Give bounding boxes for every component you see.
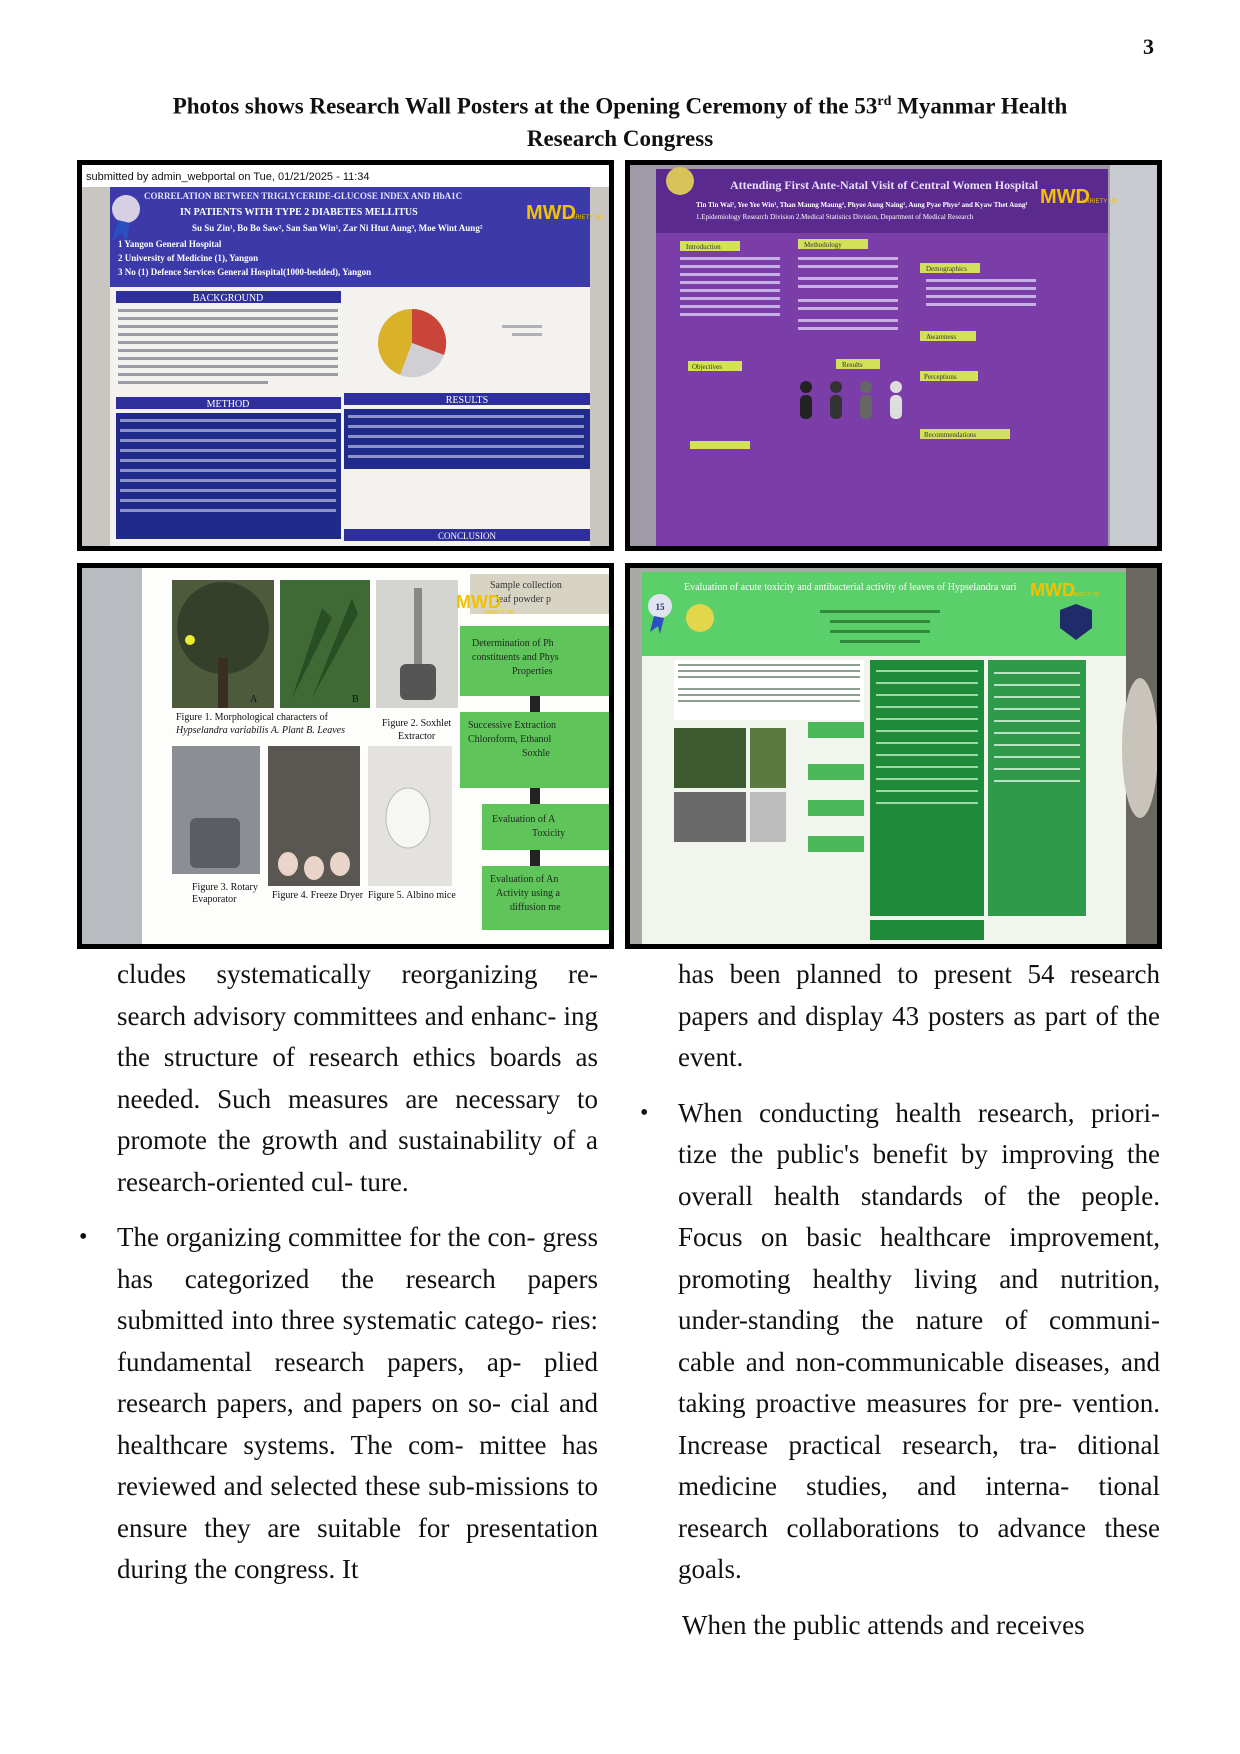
- svg-text:15: 15: [655, 602, 665, 612]
- svg-text:Attending First Ante-Natal Vis: Attending First Ante-Natal Visit of Central Women Hospital: [730, 178, 1039, 192]
- trailing-paragraph: When the public attends and receives: [682, 1609, 1085, 1640]
- right-text-column: [640, 954, 1161, 1646]
- svg-text:Properties: Properties: [512, 666, 553, 677]
- photo-caption: [80, 86, 1160, 155]
- svg-text:Awareness: Awareness: [926, 333, 957, 341]
- svg-text:VARIETY HD: VARIETY HD: [484, 610, 514, 616]
- svg-text:Su Su Zin¹, Bo Bo Saw², San Sa: Su Su Zin¹, Bo Bo Saw², San San Win¹, Zar Ni Htut Aung³, Moe Wint Aung²: [192, 223, 483, 233]
- svg-text:Toxicity: Toxicity: [532, 828, 566, 839]
- svg-text:Figure 5. Albino mice: Figure 5. Albino mice: [368, 890, 456, 901]
- hospital-logo-icon: [666, 167, 694, 195]
- svg-text:A: A: [250, 694, 258, 705]
- results-table: [870, 660, 984, 916]
- svg-text:Recommendations: Recommendations: [924, 431, 977, 439]
- caption-line-2: Research Congress: [526, 125, 714, 151]
- ribbon-badge-icon: [112, 195, 140, 223]
- svg-text:Results: Results: [842, 361, 863, 369]
- svg-text:Perceptions: Perceptions: [924, 373, 957, 381]
- caption-line-1: Photos shows Research Wall Posters at the Opening Ceremony of the 53rd Myanmar Health: [172, 93, 1068, 119]
- watermark-logo: MWD: [1030, 580, 1075, 600]
- bullet-item-public-benefit: [640, 1093, 1161, 1591]
- svg-text:Successive Extraction: Successive Extraction: [468, 720, 557, 731]
- photo-toxicity-poster: [625, 563, 1162, 949]
- photo-antenatal-poster: [625, 160, 1162, 551]
- svg-text:Evaporator: Evaporator: [192, 894, 237, 905]
- arrow-down-icon: [530, 788, 540, 804]
- svg-text:Extractor: Extractor: [398, 731, 436, 742]
- svg-text:Evaluation of acute toxicity a: Evaluation of acute toxicity and antibacterial activity of leaves of Hypselandra vari: [684, 582, 1017, 593]
- svg-text:Introduction: Introduction: [686, 243, 721, 251]
- svg-text:B: B: [352, 694, 359, 705]
- bullet-icon: •: [640, 1099, 649, 1126]
- left-text-column: [79, 954, 599, 1591]
- watermark-logo: MWD: [1040, 186, 1090, 208]
- svg-text:Determination of Ph: Determination of Ph: [472, 638, 554, 649]
- svg-text:RESULTS: RESULTS: [445, 395, 489, 406]
- svg-text:Sample collection: Sample collection: [490, 580, 562, 591]
- page-number: 3: [1143, 34, 1154, 59]
- svg-text:1 Yangon General Hospital: 1 Yangon General Hospital: [118, 239, 222, 249]
- svg-text:VARIETY HD: VARIETY HD: [1070, 592, 1100, 598]
- bullet-item-categorization: [79, 1217, 599, 1591]
- svg-text:Evaluation of A: Evaluation of A: [492, 814, 556, 825]
- svg-text:3 No (1) Defence Services Gen: 3 No (1) Defence Services General Hospital(1000-bedded), Yangon: [118, 267, 372, 277]
- svg-text:CONCLUSION: CONCLUSION: [437, 531, 497, 541]
- watermark-logo: MWD: [526, 202, 576, 224]
- arrow-down-icon: [530, 850, 540, 866]
- svg-text:leaf powder p: leaf powder p: [496, 594, 551, 605]
- svg-text:Evaluation of An: Evaluation of An: [490, 874, 559, 885]
- bullet-text: The organizing committee for the con- gress has categorized the research papers submitted into three systematic catego- ries: fundamental research papers, ap- plied research papers, and papers on so- cial and healthcare systems. The com- mittee has reviewed and selected these sub-missions to ensure they are suitable for presentation during the congress. It: [117, 1222, 599, 1584]
- svg-text:Figure 1. Morphological charac: Figure 1. Morphological characters of: [176, 712, 328, 723]
- svg-text:Demographics: Demographics: [926, 265, 967, 273]
- svg-text:constituents and Phys: constituents and Phys: [472, 652, 559, 663]
- svg-text:VARIETY HD: VARIETY HD: [1082, 199, 1118, 205]
- photo-diabetes-poster: [77, 160, 614, 551]
- svg-text:Figure 3. Rotary: Figure 3. Rotary: [192, 882, 258, 893]
- plant-photo: [674, 728, 746, 788]
- svg-text:Soxhle: Soxhle: [522, 748, 550, 759]
- continued-paragraph: has been planned to present 54 research papers and display 43 posters as part of the event.: [678, 959, 1160, 1072]
- bullet-icon: •: [79, 1224, 88, 1250]
- svg-text:Activity using a: Activity using a: [496, 888, 560, 899]
- svg-text:Tin Tin Wai¹, Yee Yee Win¹, Th: Tin Tin Wai¹, Yee Yee Win¹, Than Maung Maung², Phyoe Aung Naing¹, Aung Pyae Phyo² and Kyaw Thet Aung¹: [696, 201, 1028, 209]
- svg-text:Objectives: Objectives: [692, 363, 722, 371]
- watermark-logo: MWD: [456, 592, 501, 612]
- photo-figures-poster: [77, 563, 614, 949]
- continued-paragraph: cludes systematically reorganizing re- search advisory committees and enhanc- ing the structure of research ethics boards as needed. Such measures are necessary to promote the growth and sustainability of a research-oriented cul- ture.: [117, 959, 599, 1197]
- svg-text:VARIETY HD: VARIETY HD: [568, 215, 604, 221]
- svg-text:CORRELATION BETWEEN TRIGLYCERI: CORRELATION BETWEEN TRIGLYCERIDE-GLUCOSE INDEX AND HbA1C: [144, 191, 463, 201]
- arrow-down-icon: [530, 696, 540, 712]
- bullet-text: When conducting health research, priori- tize the public's benefit by improving the overall health standards of the people. Focus on basic healthcare improvement, promoting healthy living and nutrition, under-standing the nature of communi- cable and non-communicable diseases, and taking proactive measures for pre- vention. Increase practical research, tra- ditional medicine studies, and interna- tional research collaborations to advance these goals.: [678, 1097, 1161, 1584]
- svg-text:IN PATIENTS WITH TYPE 2 DIABET: IN PATIENTS WITH TYPE 2 DIABETES MELLITUS: [180, 207, 418, 218]
- svg-text:BACKGROUND: BACKGROUND: [192, 293, 264, 304]
- svg-text:Chloroform, Ethanol: Chloroform, Ethanol: [468, 734, 552, 745]
- svg-text:Methodology: Methodology: [804, 241, 842, 249]
- svg-text:Figure 2. Soxhlet: Figure 2. Soxhlet: [382, 718, 452, 729]
- university-logo-icon: [686, 604, 714, 632]
- leaves-photo: [280, 580, 370, 708]
- svg-text:METHOD: METHOD: [206, 399, 250, 410]
- svg-text:Figure 4. Freeze Dryer: Figure 4. Freeze Dryer: [272, 890, 364, 901]
- svg-text:diffusion me: diffusion me: [510, 902, 561, 913]
- svg-text:2 University of Medicine (1),: 2 University of Medicine (1), Yangon: [118, 253, 259, 263]
- svg-text:1.Epidemiology Research Divisi: 1.Epidemiology Research Division 2.Medical Statistics Division, Department of Medical Research: [696, 213, 974, 221]
- submission-header: submitted by admin_webportal on Tue, 01/21/2025 - 11:34: [86, 171, 370, 183]
- svg-text:Hypselandra variabilis A. Plan: Hypselandra variabilis A. Plant B. Leaves: [176, 725, 345, 736]
